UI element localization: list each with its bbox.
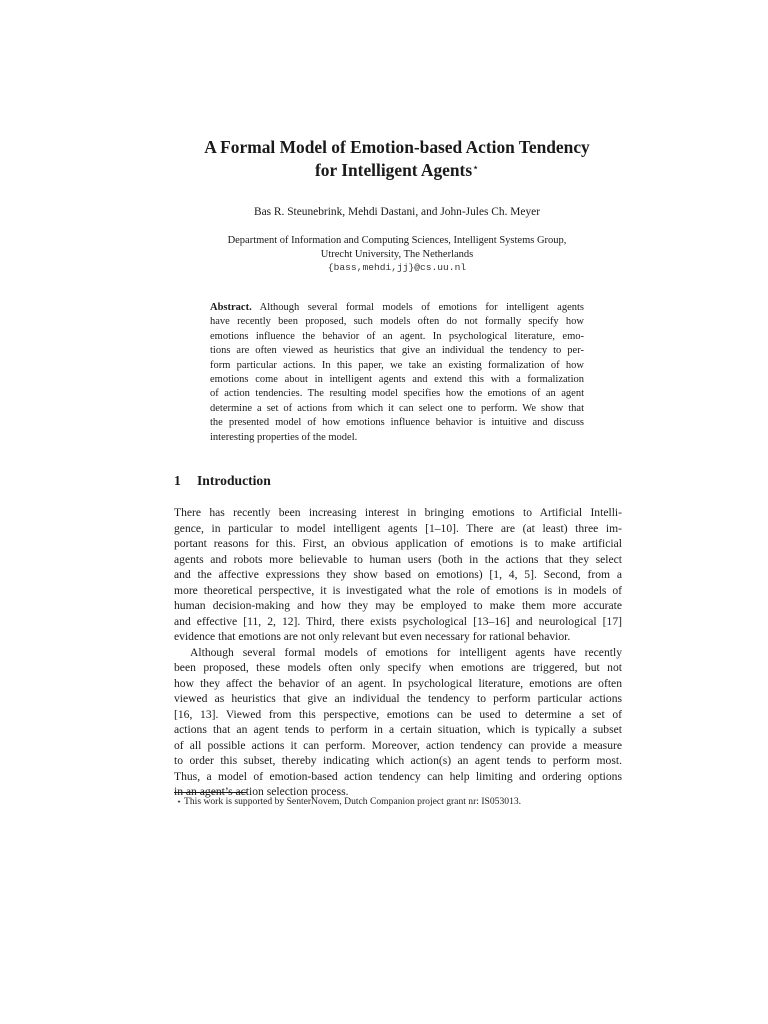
- body-line: to order this subset, thereby indicating which action(s) an agent tends to perform most.: [174, 754, 622, 767]
- footnote-text: This work is supported by SenterNovem, Dutch Companion project grant nr: IS053013.: [184, 796, 522, 807]
- body-line: and the affective expressions they show based on emotions) [1, 4, 5]. Second, from a: [174, 568, 622, 581]
- title-line-2: for Intelligent Agents⋆: [314, 160, 480, 180]
- body-line: actions that an agent tends to perform in a certain situation, which is typically a subset: [174, 723, 622, 736]
- body-line: in an agent’s action selection process.: [174, 785, 349, 798]
- body-line: Thus, a model of emotion-based action tendency can help limiting and ordering options: [174, 769, 622, 783]
- section-heading-introduction: [174, 472, 271, 490]
- footnote: [174, 795, 622, 808]
- body-line: portant reasons for this. First, an obvious application of emotions is to make artificial: [174, 537, 622, 550]
- abstract-line: tions are often viewed as heuristics that give an individual the tendency to per-: [210, 345, 584, 357]
- abstract-label: Abstract.: [210, 302, 252, 313]
- body-line: viewed as heuristics that give an individual the tendency to perform particular actions: [174, 692, 622, 705]
- body-line: human decision-making and how they may be employed to make them more accurate: [174, 599, 622, 612]
- body-line: more theoretical perspective, it is investigated what the role of emotions is in models of: [174, 583, 622, 597]
- footnote-rule: [174, 792, 247, 793]
- body-line: gence, in particular to model intelligent agents [1–10]. There are (at least) three im-: [174, 521, 622, 535]
- paragraph-2: [174, 645, 622, 800]
- body-line: evidence that emotions are not only relevant but even necessary for rational behavior.: [174, 630, 571, 643]
- author-list: Bas R. Steunebrink, Mehdi Dastani, and John-Jules Ch. Meyer: [254, 206, 540, 218]
- paper-title: [150, 136, 644, 182]
- affiliation-line-2: Utrecht University, The Netherlands: [320, 248, 474, 260]
- abstract-line: of action tendencies. The resulting model specifies how the emotions of an agent: [210, 388, 584, 400]
- body-line: how they affect the behavior of an agent. In psychological literature, emotions are often: [174, 676, 622, 690]
- abstract-line: have recently been proposed, such models often do not formally specify how: [210, 316, 584, 328]
- body-line: been proposed, these models often only specify when emotions are triggered, but not: [174, 661, 622, 674]
- section-title: Introduction: [197, 473, 271, 488]
- abstract-line: Abstract. Although several formal models of emotions for intelligent agents: [210, 302, 584, 313]
- affiliation: [150, 234, 644, 275]
- footnote-mark: ⋆: [176, 797, 182, 806]
- title-footnote-mark: ⋆: [472, 162, 480, 174]
- body-line: and effective [11, 2, 12]. Third, there exists psychological [13–16] and neurological [17]: [174, 614, 622, 628]
- abstract-line: emotions come about in intelligent agents and extend this with a formalization: [210, 373, 584, 385]
- paragraph-1: [174, 505, 622, 645]
- body-line: [16, 13]. Viewed from this perspective, emotions can be used to determine a set of: [174, 707, 622, 721]
- body-line: There has recently been increasing interest in bringing emotions to Artificial Intelli-: [174, 506, 622, 519]
- abstract-line: form particular actions. In this paper, we take an existing formalization of how: [210, 359, 584, 371]
- abstract-line: interesting properties of the model.: [210, 431, 358, 443]
- body-line: agents and robots more believable to human users (both in the actions that they select: [174, 552, 622, 566]
- body-line: Although several formal models of emotions for intelligent agents have recently: [190, 645, 622, 659]
- abstract: [210, 301, 584, 445]
- title-line-1: A Formal Model of Emotion-based Action Tendency: [204, 137, 590, 157]
- abstract-line: determine a set of actions from which it can select one to perform. We show that: [210, 402, 584, 414]
- abstract-line: emotions influence the behavior of an agent. In psychological literature, emo-: [210, 330, 584, 342]
- author-email: {bass,mehdi,jj}@cs.uu.nl: [327, 262, 467, 273]
- body-line: of all possible actions it can perform. Moreover, action tendency can provide a measure: [174, 738, 622, 752]
- affiliation-line-1: Department of Information and Computing Sciences, Intelligent Systems Group,: [227, 235, 567, 246]
- section-number: 1: [174, 473, 181, 488]
- abstract-line: the presented model of how emotions influence behavior is intuitive and discuss: [210, 417, 584, 429]
- body-text: [174, 505, 622, 800]
